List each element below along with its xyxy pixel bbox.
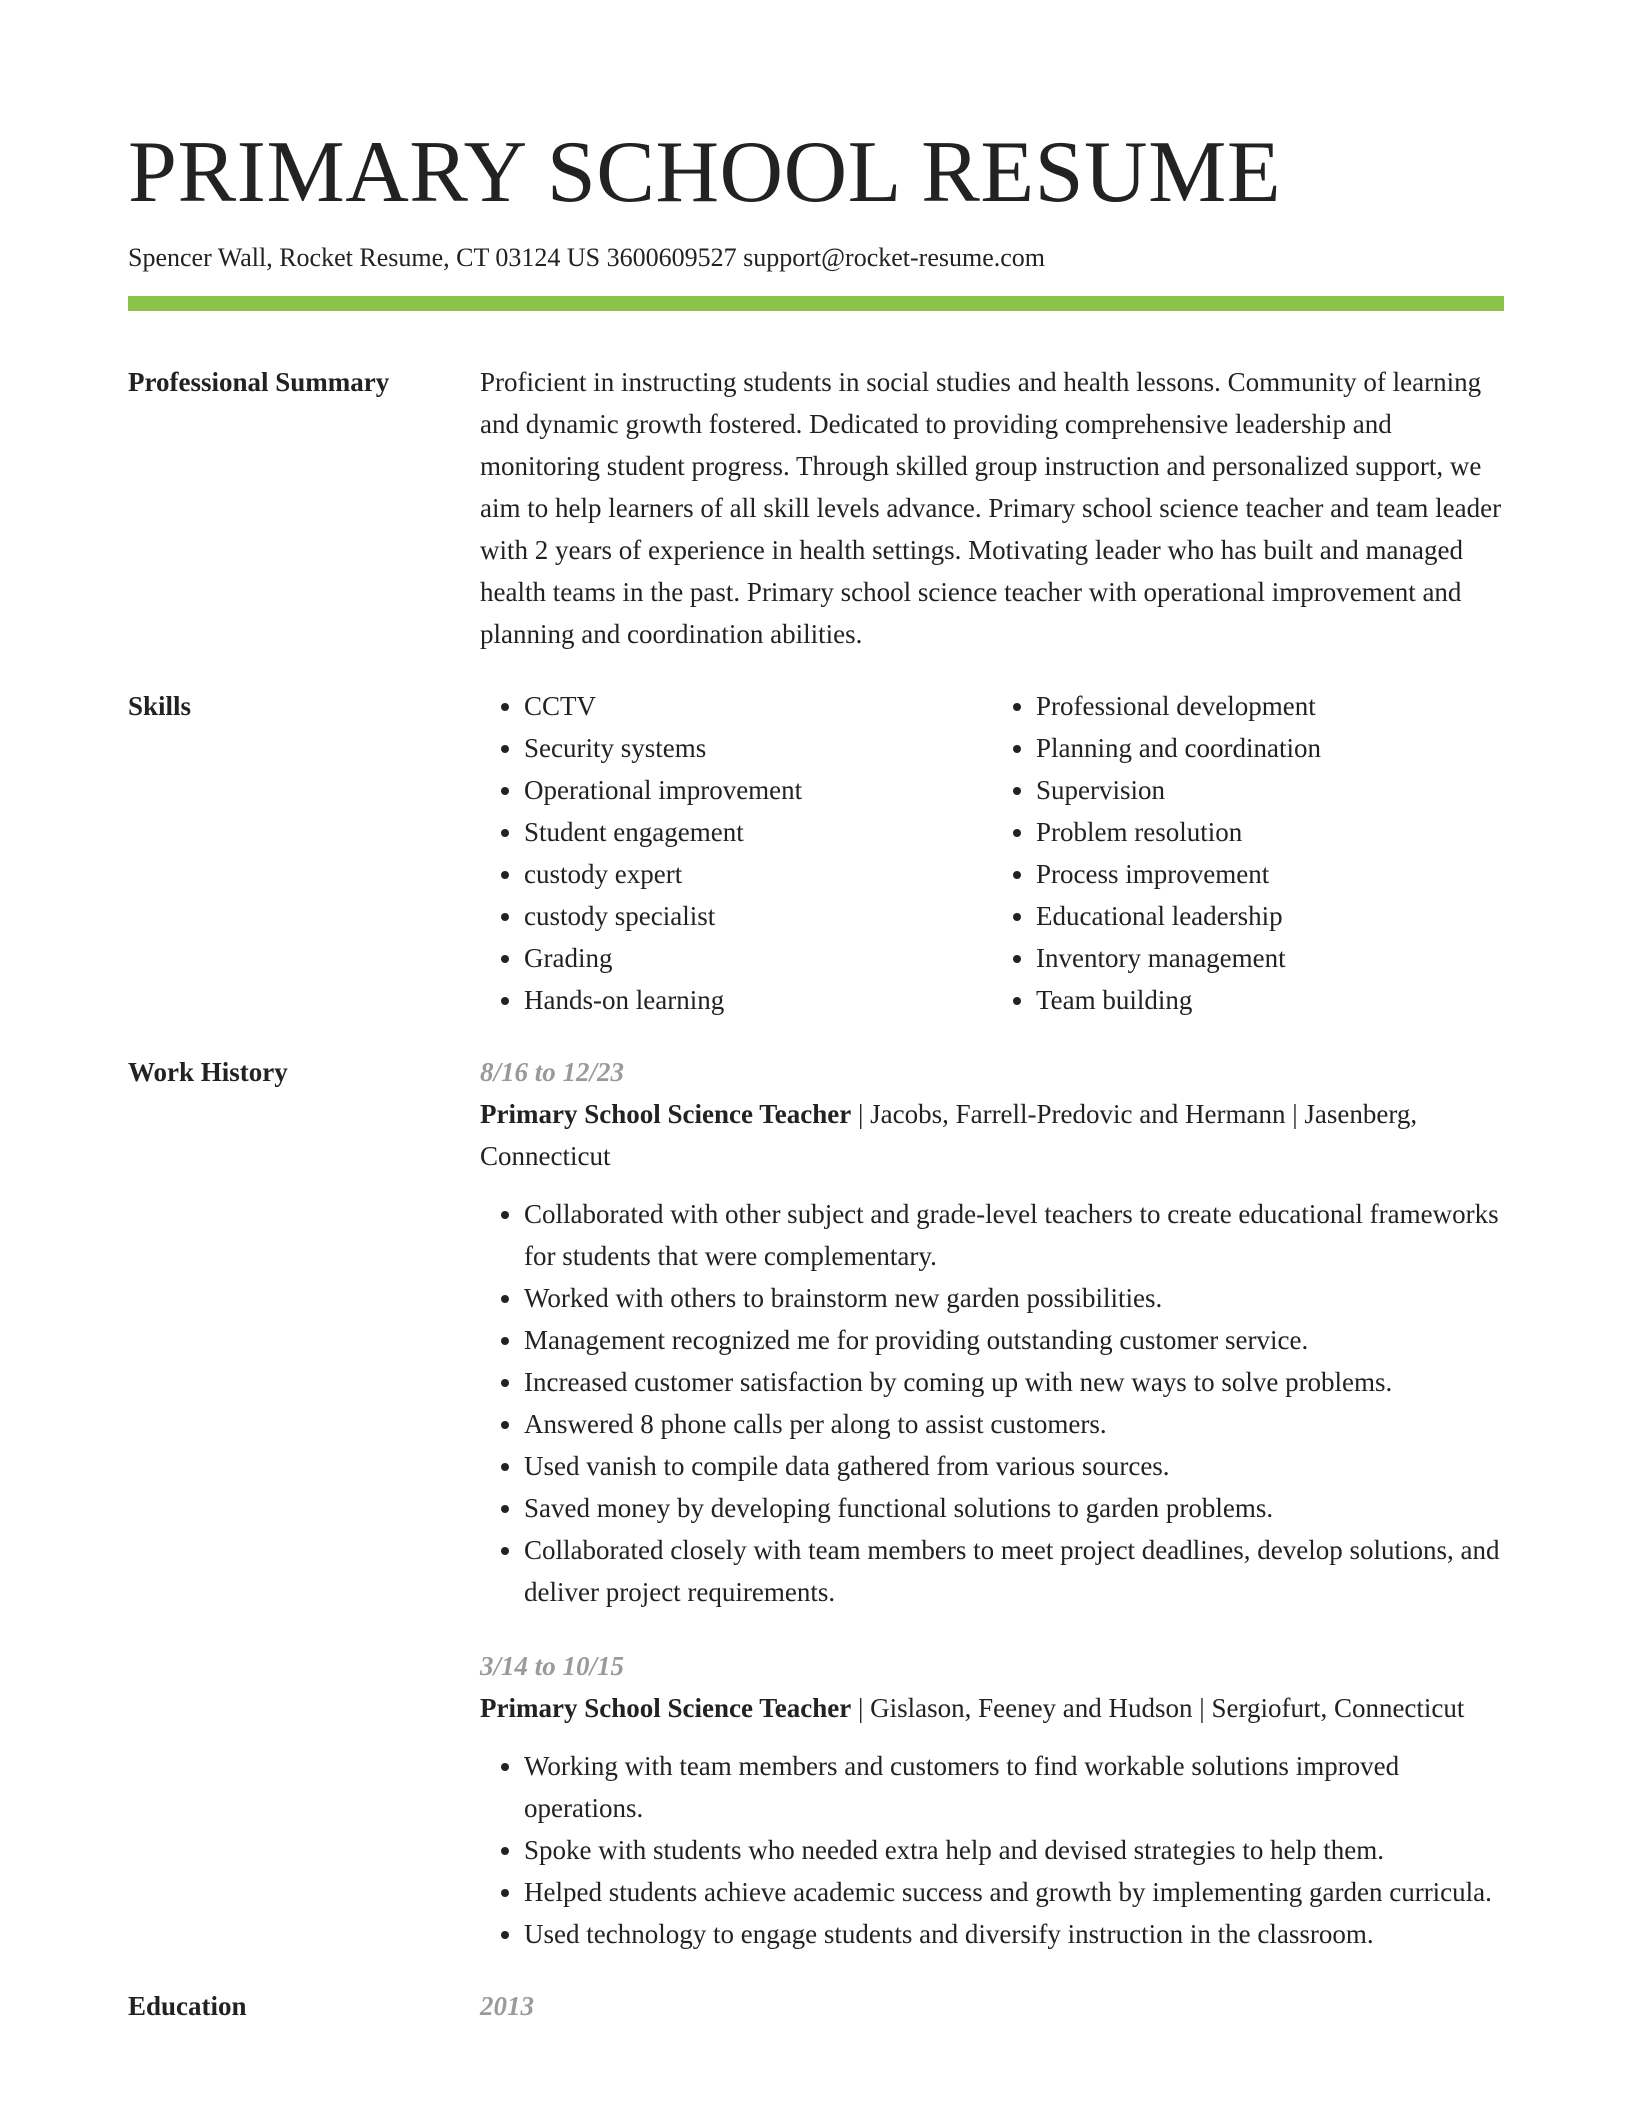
job-bullets bbox=[480, 1193, 1504, 1613]
job-bullet: • Used vanish to compile data gathered from various sources. bbox=[524, 1445, 1504, 1487]
job-bullet: • Increased customer satisfaction by coming up with new ways to solve problems. bbox=[524, 1361, 1504, 1403]
skills-list-left bbox=[480, 685, 992, 1021]
job-bullet: • Working with team members and customers to find workable solutions improved operations. bbox=[524, 1745, 1504, 1829]
skill-item: • Student engagement bbox=[524, 811, 992, 853]
job-bullet: • Spoke with students who needed extra help and devised strategies to help them. bbox=[524, 1829, 1504, 1871]
education-section bbox=[128, 1985, 1504, 2027]
skill-item: • Problem resolution bbox=[1036, 811, 1504, 853]
education-dates: 2013 bbox=[480, 1991, 534, 2021]
education-heading: Education bbox=[128, 1991, 247, 2021]
skill-item: • Educational leadership bbox=[1036, 895, 1504, 937]
skill-item: • Grading bbox=[524, 937, 992, 979]
skills-heading: Skills bbox=[128, 691, 192, 721]
job-entry bbox=[480, 1645, 1504, 1955]
job-bullets bbox=[480, 1745, 1504, 1955]
job-title: Primary School Science Teacher bbox=[480, 1693, 852, 1723]
job-bullet: • Answered 8 phone calls per along to assist customers. bbox=[524, 1403, 1504, 1445]
skills-section bbox=[128, 685, 1504, 1021]
summary-text: Proficient in instructing students in social studies and health lessons. Community of learning and dynamic growth fostered. Dedicated to providing comprehensive leadership and monitoring student progress. Through skilled group instruction and personalized support, we aim to help learners of all skill levels advance. Primary school science teacher and team leader with 2 years of experience in health settings. Motivating leader who has built and managed health teams in the past. Primary school science teacher with operational improvement and planning and coordination abilities. bbox=[480, 367, 1502, 649]
skill-item: • Operational improvement bbox=[524, 769, 992, 811]
job-title: Primary School Science Teacher bbox=[480, 1099, 852, 1129]
skill-item: • Process improvement bbox=[1036, 853, 1504, 895]
job-heading bbox=[480, 1093, 1504, 1177]
skill-item: • Supervision bbox=[1036, 769, 1504, 811]
summary-section bbox=[128, 361, 1504, 655]
job-dates: 3/14 to 10/15 bbox=[480, 1651, 625, 1681]
skill-item: • Security systems bbox=[524, 727, 992, 769]
contact-line: Spencer Wall, Rocket Resume, CT 03124 US 3600609527 support@rocket-resume.com bbox=[128, 243, 1046, 272]
resume-page bbox=[128, 118, 1504, 2027]
job-bullet: • Helped students achieve academic success and growth by implementing garden curricula. bbox=[524, 1871, 1504, 1913]
summary-heading: Professional Summary bbox=[128, 367, 390, 397]
skill-item: • Planning and coordination bbox=[1036, 727, 1504, 769]
job-details: | Gislason, Feeney and Hudson | Sergiofurt, Connecticut bbox=[851, 1693, 1465, 1723]
job-heading bbox=[480, 1687, 1504, 1729]
job-bullet: • Saved money by developing functional solutions to garden problems. bbox=[524, 1487, 1504, 1529]
skill-item: • custody specialist bbox=[524, 895, 992, 937]
job-bullet: • Worked with others to brainstorm new garden possibilities. bbox=[524, 1277, 1504, 1319]
resume-title: PRIMARY SCHOOL RESUME bbox=[128, 124, 1282, 221]
work-section bbox=[128, 1051, 1504, 1955]
job-bullet: • Collaborated with other subject and grade-level teachers to create educational frameworks for students that were complementary. bbox=[524, 1193, 1504, 1277]
work-heading: Work History bbox=[128, 1057, 288, 1087]
skill-item: • CCTV bbox=[524, 685, 992, 727]
skill-item: • Inventory management bbox=[1036, 937, 1504, 979]
job-details: | Jacobs, Farrell-Predovic and Hermann | Jasenberg, Connecticut bbox=[480, 1099, 1418, 1171]
job-dates: 8/16 to 12/23 bbox=[480, 1057, 625, 1087]
job-bullet: • Management recognized me for providing outstanding customer service. bbox=[524, 1319, 1504, 1361]
skill-item: • Team building bbox=[1036, 979, 1504, 1021]
skill-item: • custody expert bbox=[524, 853, 992, 895]
job-bullet: • Used technology to engage students and diversify instruction in the classroom. bbox=[524, 1913, 1504, 1955]
job-bullet: • Collaborated closely with team members to meet project deadlines, develop solutions, and deliver project requirements. bbox=[524, 1529, 1504, 1613]
skill-item: • Professional development bbox=[1036, 685, 1504, 727]
skill-item: • Hands-on learning bbox=[524, 979, 992, 1021]
skills-list-right bbox=[992, 685, 1504, 1021]
job-entry bbox=[480, 1051, 1504, 1613]
header-divider bbox=[128, 296, 1504, 311]
